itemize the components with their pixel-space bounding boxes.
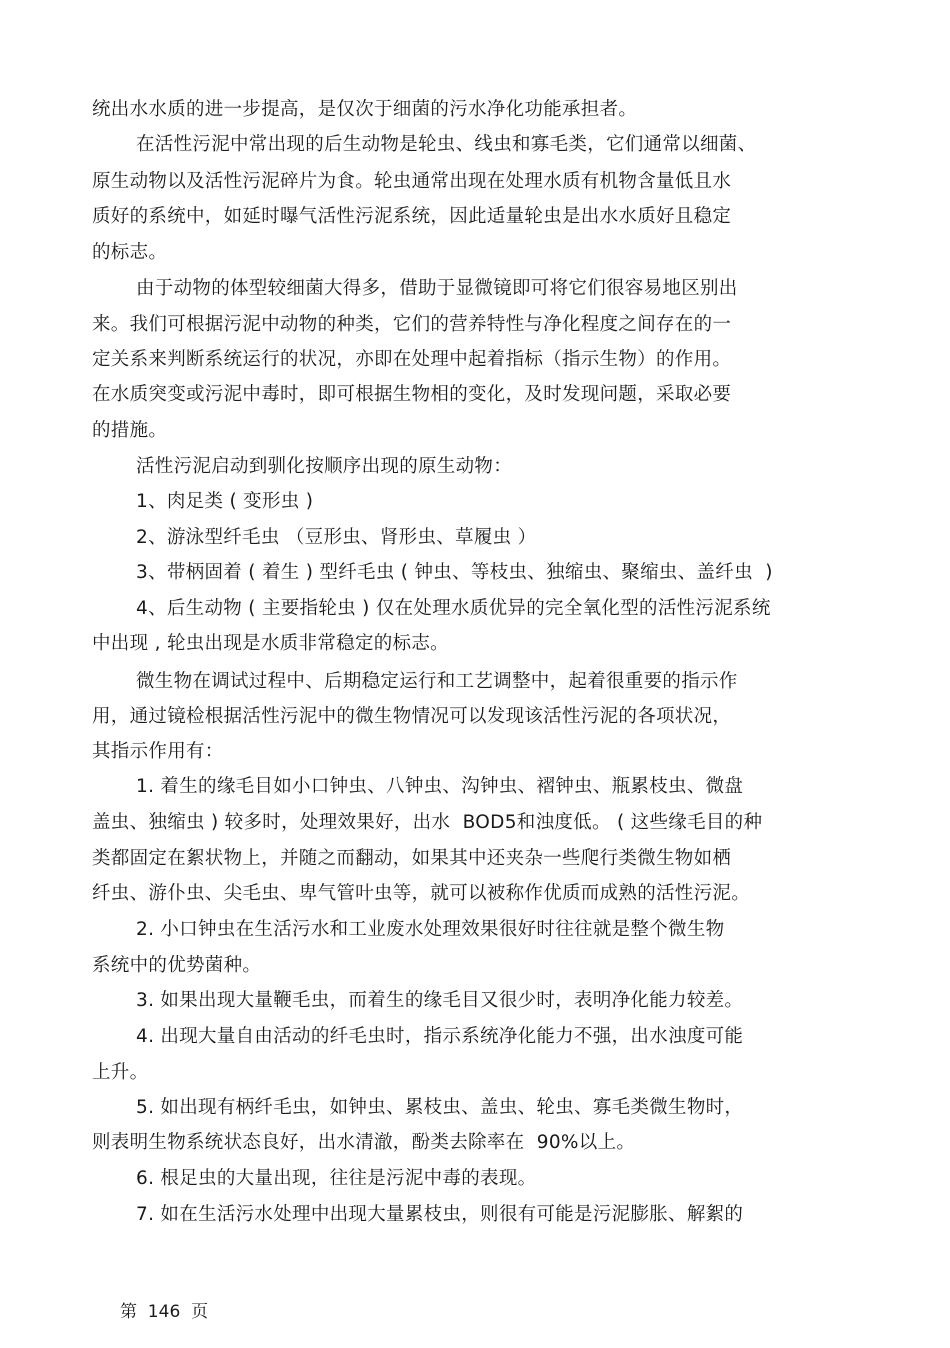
text-line: 用，通过镜检根据活性污泥中的微生物情况可以发现该活性污泥的各项状况， [92,706,732,727]
page-number: 第 146 页 [120,1302,209,1322]
text-line: 2、游泳型纤毛虫 （豆形虫、肾形虫、草履虫 ） [136,527,537,548]
text-line: 的标志。 [92,242,168,263]
text-line: 由于动物的体型较细菌大得多，借助于显微镜即可将它们很容易地区别出 [136,278,738,299]
text-line: 的措施。 [92,420,168,441]
text-line: 盖虫、独缩虫 ) 较多时，处理效果好，出水 BOD5和浊度低。 ( 这些缘毛目的种 [92,812,763,833]
text-line: 4. 出现大量自由活动的纤毛虫时，指示系统净化能力不强，出水浊度可能 [136,1026,744,1047]
text-line: 原生动物以及活性污泥碎片为食。轮虫通常出现在处理水质有机物含量低且水 [92,171,732,192]
text-line: 其指示作用有： [92,741,224,762]
text-line: 1. 着生的缘毛目如小口钟虫、八钟虫、沟钟虫、褶钟虫、瓶累枝虫、微盘 [136,776,744,797]
text-line: 在活性污泥中常出现的后生动物是轮虫、线虫和寡毛类，它们通常以细菌、 [136,134,757,155]
text-line: 3. 如果出现大量鞭毛虫，而着生的缘毛目又很少时，表明净化能力较差。 [136,990,744,1011]
text-line: 定关系来判断系统运行的状况，亦即在处理中起着指标（指示生物）的作用。 [92,349,732,370]
text-line: 上升。 [92,1062,149,1083]
text-line: 6. 根足虫的大量出现，往往是污泥中毒的表现。 [136,1168,537,1189]
text-line: 质好的系统中，如延时曝气活性污泥系统，因此适量轮虫是出水水质好且稳定 [92,206,732,227]
text-line: 4、后生动物 ( 主要指轮虫 ) 仅在处理水质优异的完全氧化型的活性污泥系统 [136,598,771,619]
text-line: 类都固定在絮状物上，并随之而翻动，如果其中还夹杂一些爬行类微生物如栖 [92,848,732,869]
text-line: 2. 小口钟虫在生活污水和工业废水处理效果很好时往往就是整个微生物 [136,919,725,940]
text-line: 微生物在调试过程中、后期稳定运行和工艺调整中，起着很重要的指示作 [136,671,738,692]
text-line: 来。我们可根据污泥中动物的种类，它们的营养特性与净化程度之间存在的一 [92,314,732,335]
text-line: 1、肉足类 ( 变形虫 ) [136,491,314,512]
text-line: 活性污泥启动到驯化按顺序出现的原生动物： [136,456,513,477]
text-line: 在水质突变或污泥中毒时，即可根据生物相的变化，及时发现问题，采取必要 [92,384,732,405]
text-line: 纤虫、游仆虫、尖毛虫、卑气管叶虫等，就可以被称作优质而成熟的活性污泥。 [92,883,751,904]
text-line: 中出现 , 轮虫出现是水质非常稳定的标志。 [92,633,449,654]
text-line: 3、带柄固着 ( 着生 ) 型纤毛虫 ( 钟虫、等枝虫、独缩虫、聚缩虫、盖纤虫 ) [136,562,773,583]
text-line: 系统中的优势菌种。 [92,955,262,976]
text-line: 7. 如在生活污水处理中出现大量累枝虫，则很有可能是污泥膨胀、解絮的 [136,1204,744,1225]
text-line: 5. 如出现有柄纤毛虫，如钟虫、累枝虫、盖虫、轮虫、寡毛类微生物时， [136,1097,744,1118]
text-line: 则表明生物系统状态良好，出水清澈，酚类去除率在 90%以上。 [92,1132,636,1153]
text-line: 统出水水质的进一步提高，是仅次于细菌的污水净化功能承担者。 [92,99,638,120]
